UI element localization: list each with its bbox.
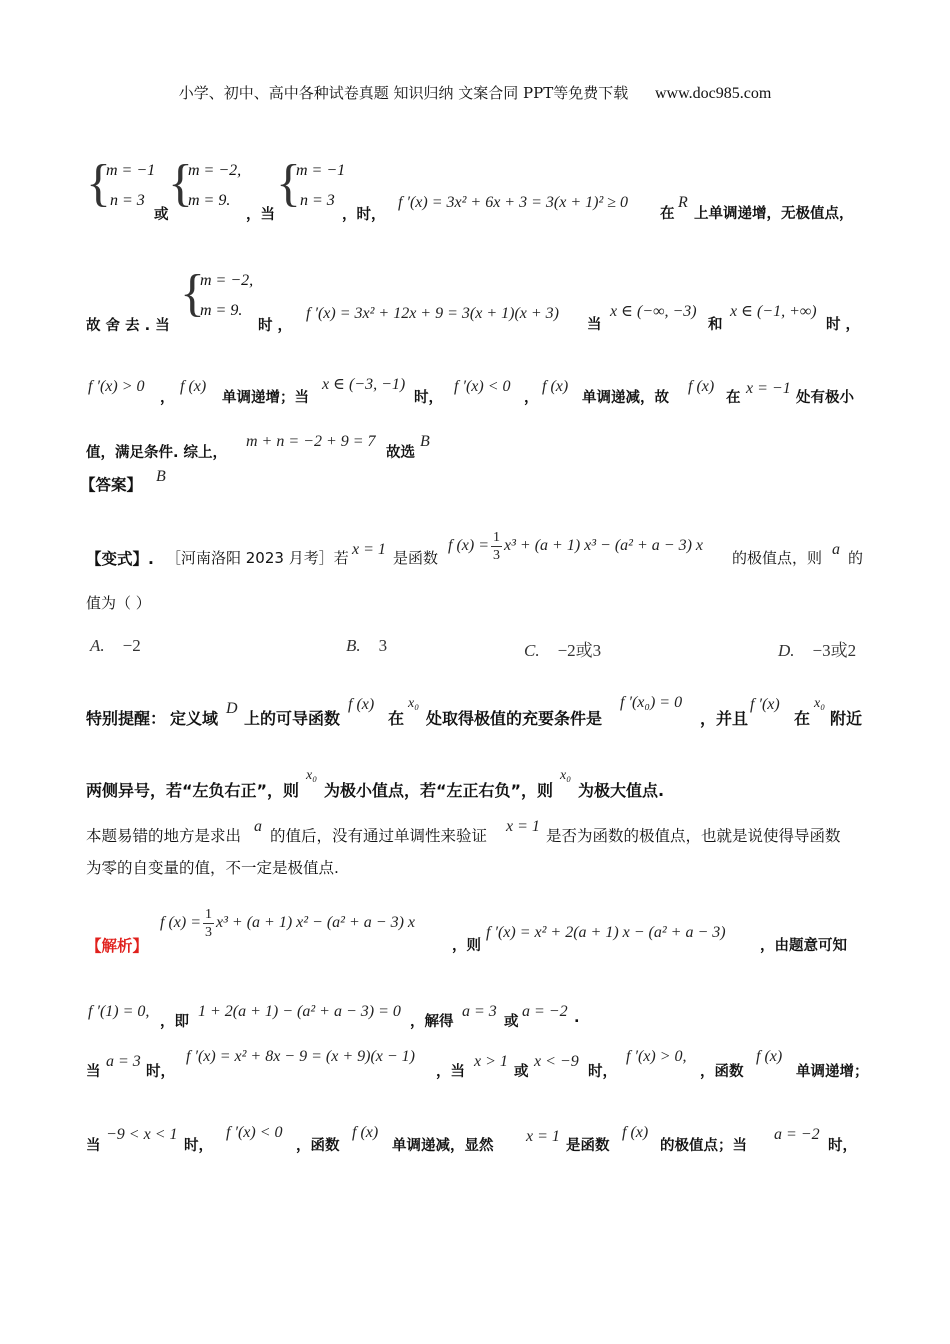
math: x ∈ (−∞, −3) <box>610 303 697 320</box>
math: a = 3 <box>106 1053 141 1070</box>
text: ， <box>524 390 539 406</box>
math: f (x) <box>688 378 715 395</box>
text: ，由题意可知 <box>760 938 847 954</box>
math: a = −2 <box>774 1126 820 1143</box>
text: 和 <box>708 317 723 333</box>
text: 在 <box>388 709 405 728</box>
brace: { <box>180 265 205 322</box>
text: 时， <box>414 390 443 406</box>
math: B <box>420 433 430 450</box>
text: ，函数 <box>296 1138 340 1154</box>
text: 时， <box>146 1064 175 1080</box>
option-value: −2 <box>122 636 141 655</box>
answer-label: 【答案】 <box>80 476 143 494</box>
math: f ′(x) > 0 <box>88 378 145 395</box>
variant-function <box>448 529 703 564</box>
text: ，即 <box>160 1014 189 1030</box>
math: a = 3 <box>462 1003 497 1020</box>
math: −9 < x < 1 <box>106 1126 178 1143</box>
math: f ′(x) > 0, <box>626 1048 687 1065</box>
text: 单调递减，故 <box>582 390 669 406</box>
text: 在 <box>794 709 811 728</box>
text: ，则 <box>452 938 481 954</box>
header-text: 小学、初中、高中各种试卷真题 知识归纳 文案合同 PPT等免费下载 <box>178 84 629 102</box>
math: f (x) <box>756 1048 783 1065</box>
math: a <box>832 541 840 558</box>
text: 时 ， <box>826 317 861 333</box>
text: 值，满足条件. 综上， <box>86 445 228 461</box>
text: 是函数 <box>566 1138 610 1154</box>
option-d[interactable] <box>778 636 856 661</box>
text: ，当 <box>436 1064 465 1080</box>
math: x ∈ (−1, +∞) <box>730 303 817 320</box>
math: x₀ <box>306 768 318 783</box>
option-c[interactable] <box>524 636 601 661</box>
text: 上单调递增，无极值点， <box>694 206 854 222</box>
option-a[interactable] <box>90 636 141 656</box>
text: 单调递减，显然 <box>392 1138 494 1154</box>
text: 处有极小 <box>796 390 854 406</box>
math: m + n = −2 + 9 = 7 <box>246 433 376 450</box>
sys-row: m = −1 <box>296 162 346 179</box>
text: 上的可导函数 <box>244 709 341 728</box>
sys-row: m = 9. <box>188 192 231 209</box>
analysis-label: 【解析】 <box>86 937 149 955</box>
math: a <box>254 818 262 835</box>
text: 为极大值点. <box>578 781 665 800</box>
math: x = 1 <box>352 541 386 558</box>
option-value: −2或3 <box>557 641 602 660</box>
math: f ′(x) <box>750 696 780 713</box>
math: f (x) <box>348 696 375 713</box>
text: 或 <box>154 207 169 223</box>
math: f (x) <box>180 378 207 395</box>
brace: { <box>168 155 193 212</box>
sys-row: m = 9. <box>200 302 243 319</box>
math: x³ + (a + 1) x² − (a² + a − 3) x <box>216 914 415 932</box>
variant-source: ［河南洛阳 2023 月考］若 <box>166 549 349 567</box>
math: f (x) <box>542 378 569 395</box>
text: 在 <box>660 206 675 222</box>
text: 单调递增；当 <box>222 390 309 406</box>
sys-row: n = 3 <box>300 192 335 209</box>
text: 本题易错的地方是求出 <box>86 827 242 845</box>
option-letter: D. <box>778 641 795 660</box>
fraction <box>491 529 502 564</box>
frac-num: 1 <box>205 907 212 922</box>
math: x₀ <box>408 696 420 711</box>
text: 时， <box>184 1138 213 1154</box>
text: 当 <box>86 1064 101 1080</box>
math: x₀ <box>814 696 826 711</box>
text: 故选 <box>386 445 415 461</box>
analysis-function <box>160 906 415 941</box>
math: f ′(x) = 3x² + 6x + 3 = 3(x + 1)² ≥ 0 <box>398 194 629 211</box>
math: f ′(1) = 0, <box>88 1003 150 1020</box>
math: f ′(x) = 3x² + 12x + 9 = 3(x + 1)(x + 3) <box>306 305 559 322</box>
header-url[interactable]: www.doc985.com <box>655 85 772 102</box>
math: f (x) = <box>448 537 489 555</box>
option-letter: A. <box>90 636 105 655</box>
math: f ′(x) = x² + 8x − 9 = (x + 9)(x − 1) <box>186 1048 415 1065</box>
variant-blank: 值为（ ） <box>86 594 151 612</box>
text: 时 ， <box>258 318 293 334</box>
text: 两侧异号，若“左负右正”，则 <box>86 781 300 800</box>
text: ，当 <box>246 207 275 223</box>
text: 的值后，没有通过单调性来验证 <box>270 827 488 845</box>
tip-label: 特别提醒： <box>86 709 167 728</box>
text: 附近 <box>830 709 863 728</box>
text: 当 <box>86 1138 101 1154</box>
math: 1 + 2(a + 1) − (a² + a − 3) = 0 <box>198 1003 401 1020</box>
text: ，时， <box>342 207 386 223</box>
text: 时， <box>828 1138 857 1154</box>
option-b[interactable] <box>346 636 387 656</box>
option-letter: C. <box>524 641 540 660</box>
text: 当 <box>587 317 602 333</box>
text: 定义域 <box>170 709 219 728</box>
text: 的极值点；当 <box>660 1138 747 1154</box>
math: f (x) <box>352 1124 379 1141</box>
text: 在 <box>726 390 741 406</box>
fraction <box>203 906 214 941</box>
text: ，并且 <box>700 709 749 728</box>
text: 为极小值点，若“左正右负”，则 <box>324 781 554 800</box>
frac-num: 1 <box>493 530 500 545</box>
option-value: 3 <box>378 636 388 655</box>
math: x = 1 <box>526 1128 560 1145</box>
math: x > 1 <box>474 1053 508 1070</box>
answer-value: B <box>156 468 166 485</box>
text: 故 舍 去 . 当 <box>86 318 170 334</box>
text: 时， <box>588 1064 617 1080</box>
brace: { <box>86 155 111 212</box>
sys-row: n = 3 <box>110 192 145 209</box>
math: D <box>226 700 238 717</box>
page-header <box>0 82 950 103</box>
option-value: −3或2 <box>812 641 857 660</box>
sys-row: m = −2, <box>200 272 254 289</box>
math: x = −1 <box>746 380 791 397</box>
math: x = 1 <box>506 818 540 835</box>
math: f ′(x) < 0 <box>454 378 511 395</box>
brace: { <box>276 155 301 212</box>
text: 的 <box>848 549 864 567</box>
text: 或 <box>514 1064 529 1080</box>
text: 是函数 <box>393 549 439 567</box>
text: 或 <box>504 1014 519 1030</box>
option-letter: B. <box>346 636 361 655</box>
frac-den: 3 <box>205 925 212 940</box>
math: x₀ <box>560 768 572 783</box>
text: ，函数 <box>700 1064 744 1080</box>
math: f (x) = <box>160 914 201 932</box>
text: ， <box>160 390 175 406</box>
sys-row: m = −1 <box>106 162 156 179</box>
math: f ′(x) < 0 <box>226 1124 283 1141</box>
sys-row: m = −2, <box>188 162 242 179</box>
text: 是否为函数的极值点，也就是说使得导函数 <box>546 827 841 845</box>
math: a = −2 <box>522 1003 568 1020</box>
math: x³ + (a + 1) x³ − (a² + a − 3) x <box>504 537 703 555</box>
math: R <box>678 194 688 211</box>
math: f ′(x₀) = 0 <box>620 694 683 711</box>
math: f ′(x) = x² + 2(a + 1) x − (a² + a − 3) <box>486 924 726 941</box>
frac-den: 3 <box>493 548 500 563</box>
math: x ∈ (−3, −1) <box>322 376 406 393</box>
text: 处取得极值的充要条件是 <box>426 709 603 728</box>
math: x < −9 <box>534 1053 579 1070</box>
text: 单调递增； <box>796 1064 869 1080</box>
text: . <box>574 1010 580 1026</box>
text: 的极值点，则 <box>732 549 823 567</box>
variant-label: 【变式】. <box>86 550 154 568</box>
text: ，解得 <box>410 1014 454 1030</box>
text: 为零的自变量的值，不一定是极值点. <box>86 859 339 877</box>
math: f (x) <box>622 1124 649 1141</box>
